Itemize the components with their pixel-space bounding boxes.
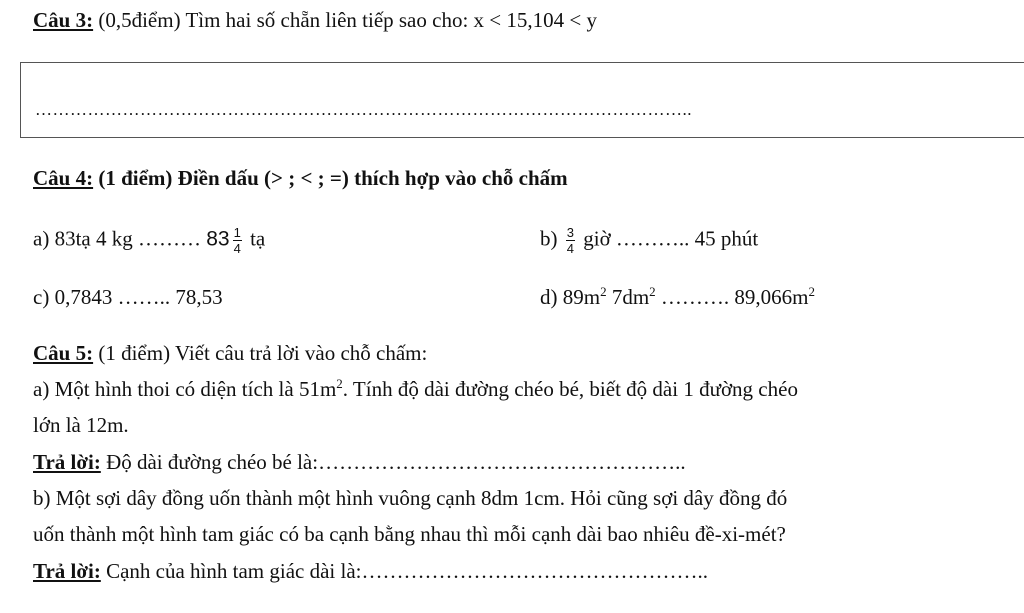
item-5a-line-1-pre: a) Một hình thoi có diện tích là 51m — [33, 377, 337, 401]
item-4d-dots: ………. 89,066m — [655, 285, 809, 309]
item-5a-sup: 2 — [336, 376, 343, 391]
item-5a-line-2 — [33, 415, 129, 436]
question-3 — [33, 10, 597, 31]
item-5b-line-2-text: uốn thành một hình tam giác có ba cạnh bằng nhau thì mỗi cạnh dài bao nhiêu đề-xi-mét? — [33, 522, 786, 546]
answer-dots-question-3: ………………………………………………………………………………………………….. — [35, 100, 692, 119]
item-4c — [33, 287, 223, 308]
item-4b-suffix: giờ ……….. 45 phút — [577, 226, 759, 251]
item-4d — [540, 284, 816, 309]
item-4d-mid: 7dm — [606, 285, 650, 309]
item-5b-line-2 — [33, 524, 786, 545]
item-5a-line-1-post: . Tính độ dài đường chéo bé, biết độ dài 1 đường chéo — [342, 377, 798, 401]
item-4c-text: c) 0,7843 …….. 78,53 — [33, 285, 223, 309]
fraction-4a-denominator: 4 — [233, 241, 241, 256]
fraction-4b-denominator: 4 — [566, 241, 574, 256]
item-5a-line-1 — [33, 376, 798, 401]
question-3-text: (0,5điểm) Tìm hai số chẵn liên tiếp sao cho: x < 15,104 < y — [93, 8, 597, 32]
item-4b — [540, 226, 758, 255]
item-4a-whole: 83 — [206, 227, 230, 251]
answer-box-question-3[interactable] — [20, 62, 1024, 138]
item-5b-answer — [33, 561, 708, 582]
question-4-text: (1 điểm) Điền dấu (> ; < ; =) thích hợp vào chỗ chấm — [93, 166, 568, 190]
answer-text-5b: Cạnh của hình tam giác dài là:………………………………………….. — [100, 559, 708, 583]
question-3-label: Câu 3: — [33, 8, 94, 32]
item-5a-line-2-text: lớn là 12m. — [33, 413, 129, 437]
item-4a-suffix: tạ — [244, 226, 266, 251]
item-5b-line-1 — [33, 488, 787, 509]
item-5a-answer — [33, 452, 686, 473]
item-4d-sup-3: 2 — [808, 284, 816, 299]
item-5b-line-1-text: b) Một sợi dây đồng uốn thành một hình vuông cạnh 8dm 1cm. Hỏi cũng sợi dây đồng đó — [33, 486, 788, 510]
answer-text-5a: Độ dài đường chéo bé là:…………………………………………….. — [100, 450, 686, 474]
fraction-4b — [566, 226, 575, 255]
question-4 — [33, 168, 568, 189]
question-5 — [33, 343, 427, 364]
item-4a — [33, 226, 265, 255]
question-5-label: Câu 5: — [33, 341, 94, 365]
item-4d-prefix: d) 89m — [540, 285, 601, 309]
answer-label-5b: Trả lời: — [33, 559, 101, 583]
fraction-4a-numerator: 1 — [233, 225, 241, 240]
fraction-4b-numerator: 3 — [566, 225, 574, 240]
answer-label-5a: Trả lời: — [33, 450, 101, 474]
question-4-label: Câu 4: — [33, 166, 94, 190]
question-5-text: (1 điểm) Viết câu trả lời vào chỗ chấm: — [93, 341, 428, 365]
item-4b-prefix: b) — [540, 226, 563, 251]
item-4a-prefix: a) 83tạ 4 kg ……… — [33, 226, 207, 251]
fraction-4a — [233, 226, 242, 255]
item-4d-sup-1: 2 — [600, 284, 607, 299]
item-4d-sup-2: 2 — [649, 284, 656, 299]
